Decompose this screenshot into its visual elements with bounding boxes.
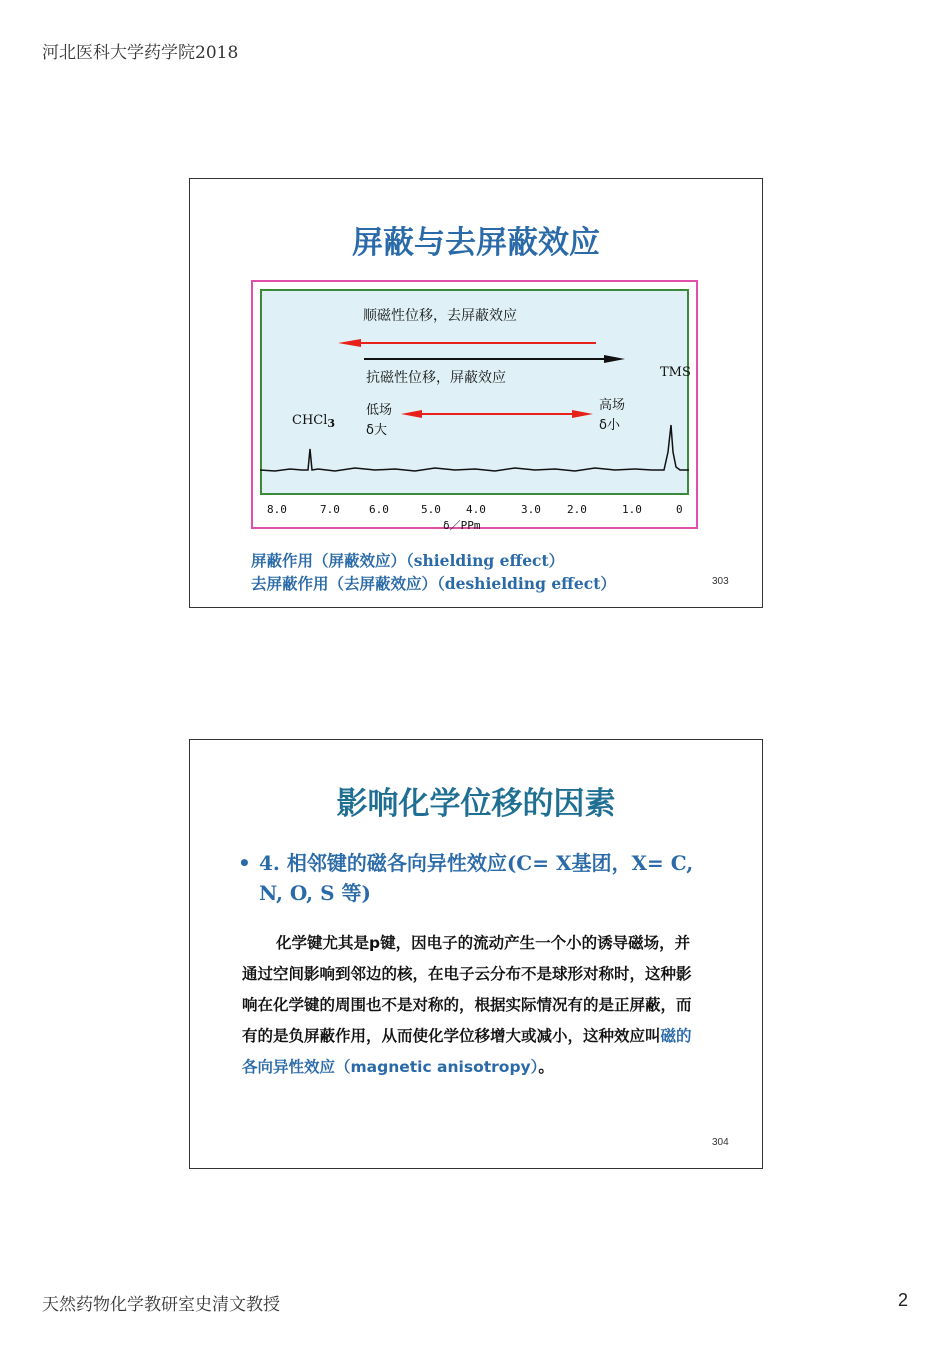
paragraph-highlight: 磁的各向异性效应（magnetic anisotropy） — [242, 1027, 692, 1076]
slide-304 — [189, 739, 763, 1169]
axis-tick: 3.0 — [521, 503, 541, 516]
label-low-field: 低场 — [366, 403, 393, 418]
slide-number: 303 — [712, 576, 729, 587]
shielding-line: 屏蔽作用（屏蔽效应）（shielding effect） — [251, 551, 565, 570]
axis-tick: 1.0 — [622, 503, 642, 516]
arrow-field-left-head — [401, 410, 422, 418]
label-diamagnetic: 抗磁性位移，屏蔽效应 — [366, 370, 506, 386]
slide-title: 影响化学位移的因素 — [336, 786, 616, 822]
axis-tick: 7.0 — [320, 503, 340, 516]
arrow-paramagnetic-head — [338, 339, 361, 347]
label-high-field: 高场 — [599, 398, 626, 413]
paragraph-end: 。 — [538, 1058, 554, 1076]
slide-title: 屏蔽与去屏蔽效应 — [352, 225, 600, 261]
axis-label: δ／PPm — [443, 519, 481, 532]
label-paramagnetic: 顺磁性位移，去屏蔽效应 — [363, 308, 517, 324]
nmr-plot-area — [260, 289, 689, 495]
nmr-spectrum-line — [260, 425, 689, 471]
label-tms: TMS — [660, 365, 691, 380]
paragraph-main: 化学键尤其是p键，因电子的流动产生一个小的诱导磁场，并通过空间影响到邻边的核，在电子云分布不是球形对称时，这种影响在化学键的周围也不是对称的，根据实际情况有的是正屏蔽，而有的是负屏蔽作用，从而使化学位移增大或减小，这种效应叫 — [242, 934, 692, 1045]
axis-tick: 2.0 — [567, 503, 587, 516]
label-chcl3-base: CHCl — [292, 413, 328, 428]
page-number: 2 — [898, 1290, 909, 1310]
body-paragraph — [242, 928, 704, 1083]
label-delta-large: δ大 — [366, 423, 387, 438]
arrow-field-right-head — [572, 410, 593, 418]
slide-number: 304 — [712, 1137, 729, 1148]
axis-tick: 4.0 — [466, 503, 486, 516]
slide-303 — [189, 178, 763, 608]
deshielding-line: 去屏蔽作用（去屏蔽效应）（deshielding effect） — [251, 574, 616, 593]
bullet-point — [238, 848, 708, 908]
axis-tick: 5.0 — [421, 503, 441, 516]
axis-tick: 8.0 — [267, 503, 287, 516]
arrow-diamagnetic-head — [604, 355, 625, 363]
label-chcl3-subscript: 3 — [327, 417, 336, 430]
axis-tick: 6.0 — [369, 503, 389, 516]
axis-tick: 0 — [676, 503, 683, 516]
bullet-text: 4. 相邻键的磁各向异性效应(C= X基团，X= C, N, O, S 等) — [259, 851, 694, 905]
nmr-figure — [251, 280, 698, 532]
nmr-arrows-spectrum — [260, 289, 689, 495]
page-header: 河北医科大学药学院2018 — [42, 43, 239, 63]
page-footer: 天然药物化学教研室史清文教授 — [42, 1295, 280, 1315]
label-delta-small: δ小 — [599, 418, 620, 433]
bullet-dot: • — [238, 851, 251, 875]
